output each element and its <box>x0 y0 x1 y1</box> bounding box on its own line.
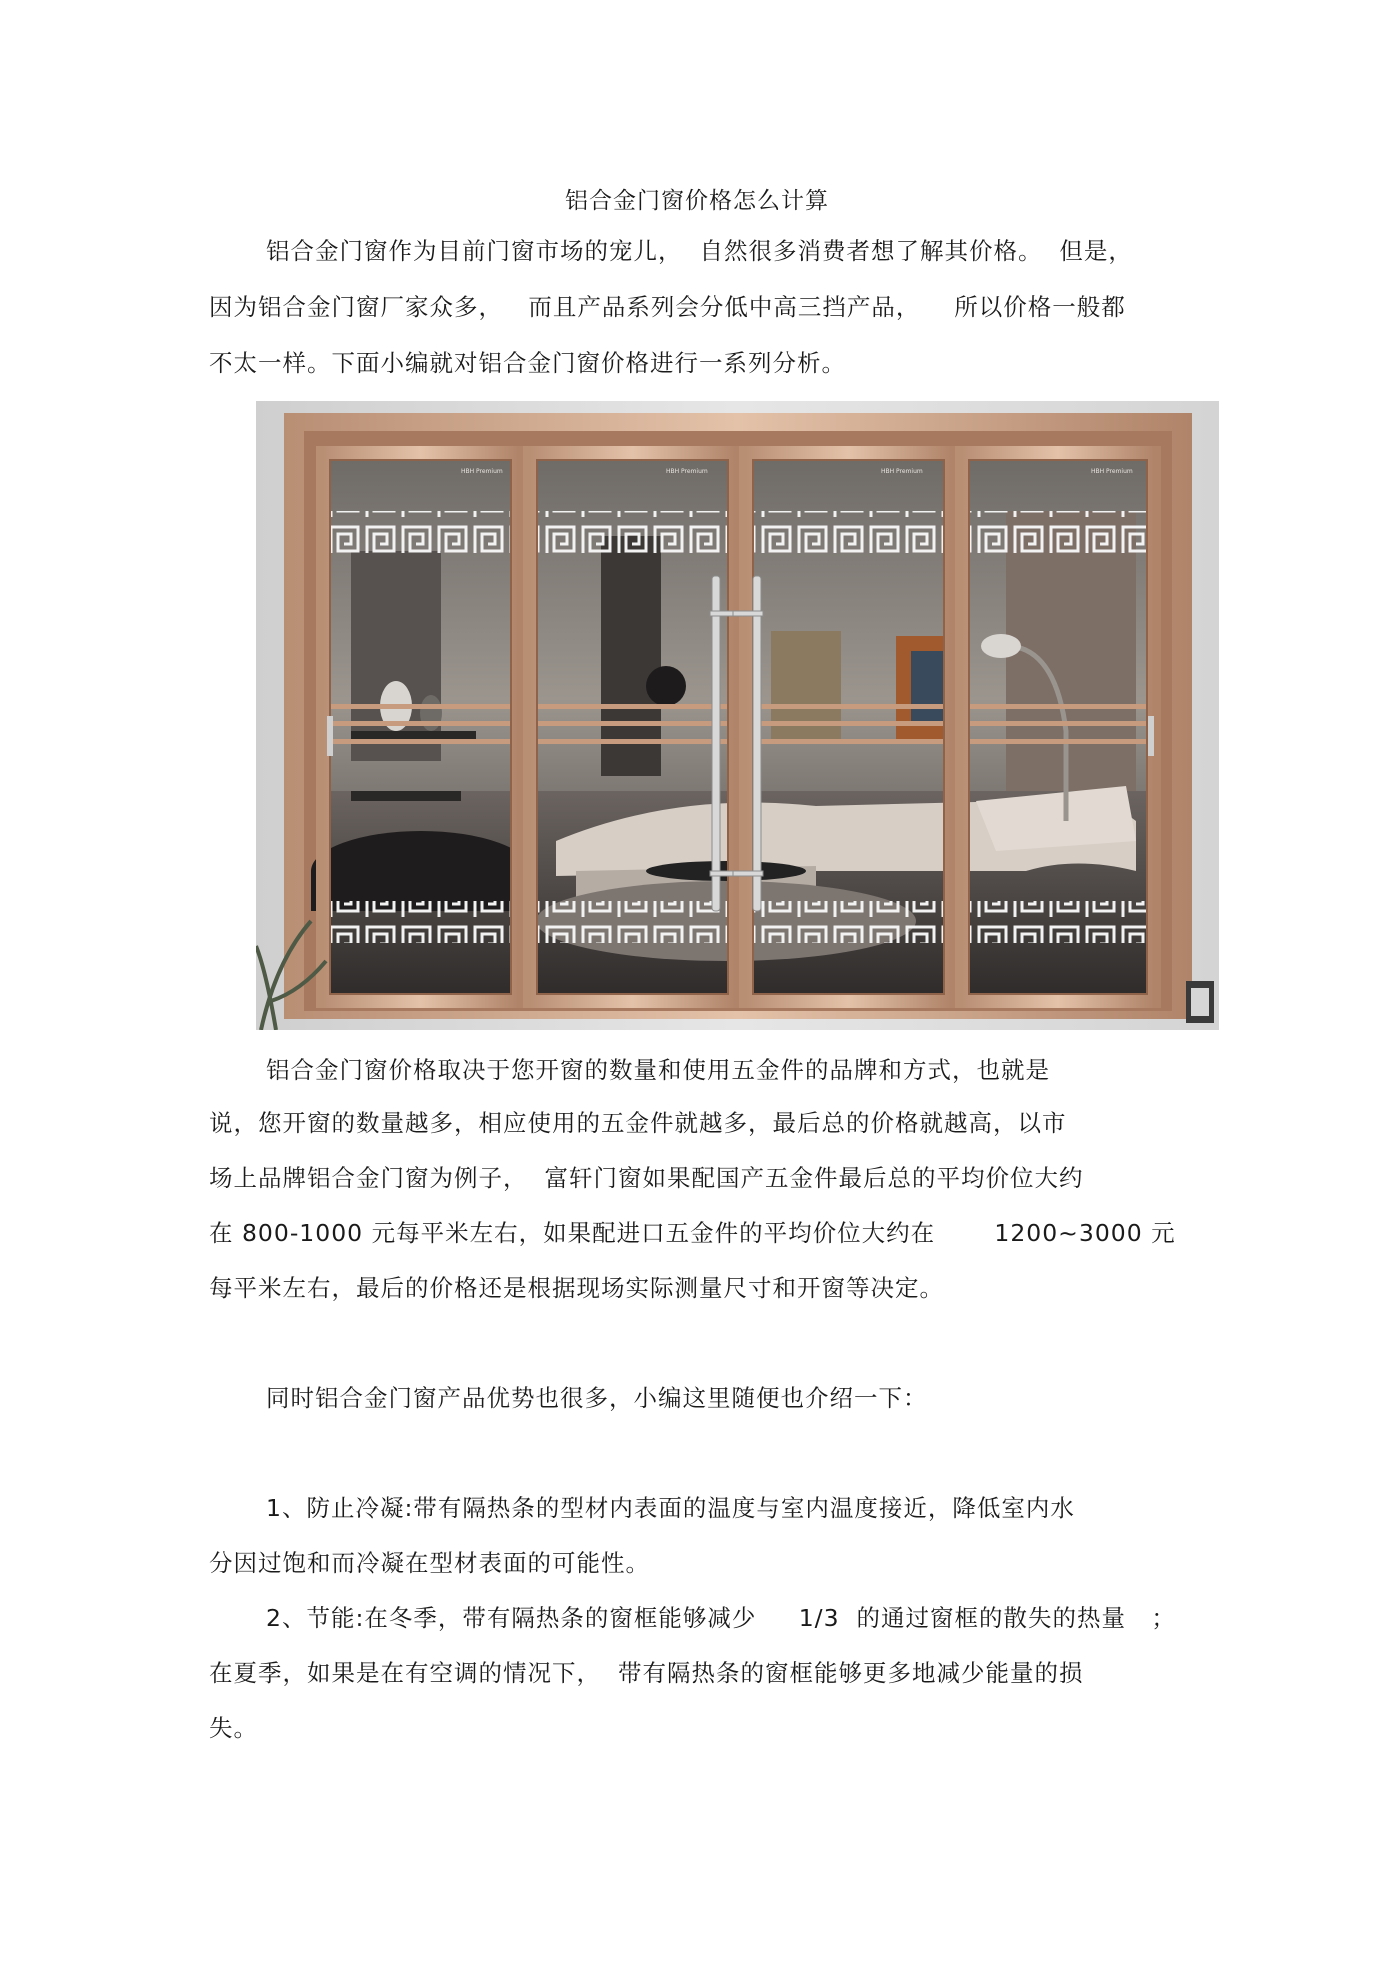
intro-line-1: 铝合金门窗作为目前门窗市场的宠儿， 自然很多消费者想了解其价格。 但是， <box>266 237 1133 265</box>
point1-line-1: 1、防止冷凝:带有隔热条的型材内表面的温度与室内温度接近，降低室内水 <box>266 1494 1075 1522</box>
point1-line-2: 分因过饱和而冷凝在型材表面的可能性。 <box>209 1549 650 1577</box>
point2-line-2: 在夏季，如果是在有空调的情况下， 带有隔热条的窗框能够更多地减少能量的损 <box>209 1659 1084 1687</box>
price-line-2: 说，您开窗的数量越多，相应使用的五金件就越多，最后总的价格就越高，以市 <box>209 1109 1067 1137</box>
intro-line-2: 因为铝合金门窗厂家众多， 而且产品系列会分低中高三挡产品， 所以价格一般都 <box>209 293 1126 321</box>
document-title: 铝合金门窗价格怎么计算 <box>565 188 829 214</box>
panel-brand-mark-3: HBH Premium <box>881 468 923 475</box>
point2-line-1: 2、节能:在冬季，带有隔热条的窗框能够减少 1/3 的通过窗框的散失的热量 ； <box>266 1604 1176 1632</box>
aluminum-door-photo <box>256 401 1219 1030</box>
panel-brand-mark-4: HBH Premium <box>1091 468 1133 475</box>
price-line-1: 铝合金门窗价格取决于您开窗的数量和使用五金件的品牌和方式，也就是 <box>266 1056 1050 1084</box>
advantages-intro: 同时铝合金门窗产品优势也很多，小编这里随便也介绍一下： <box>266 1384 928 1412</box>
price-line-3: 场上品牌铝合金门窗为例子， 富轩门窗如果配国产五金件最后总的平均价位大约 <box>209 1164 1084 1192</box>
price-line-5: 每平米左右，最后的价格还是根据现场实际测量尺寸和开窗等决定。 <box>209 1274 944 1302</box>
panel-brand-mark-2: HBH Premium <box>666 468 708 475</box>
panel-brand-mark-1: HBH Premium <box>461 468 503 475</box>
intro-line-3: 不太一样。下面小编就对铝合金门窗价格进行一系列分析。 <box>209 349 846 377</box>
price-line-4: 在 800-1000 元每平米左右，如果配进口五金件的平均价位大约在 1200~3000 元 <box>209 1219 1176 1247</box>
point2-line-3: 失。 <box>209 1714 258 1742</box>
